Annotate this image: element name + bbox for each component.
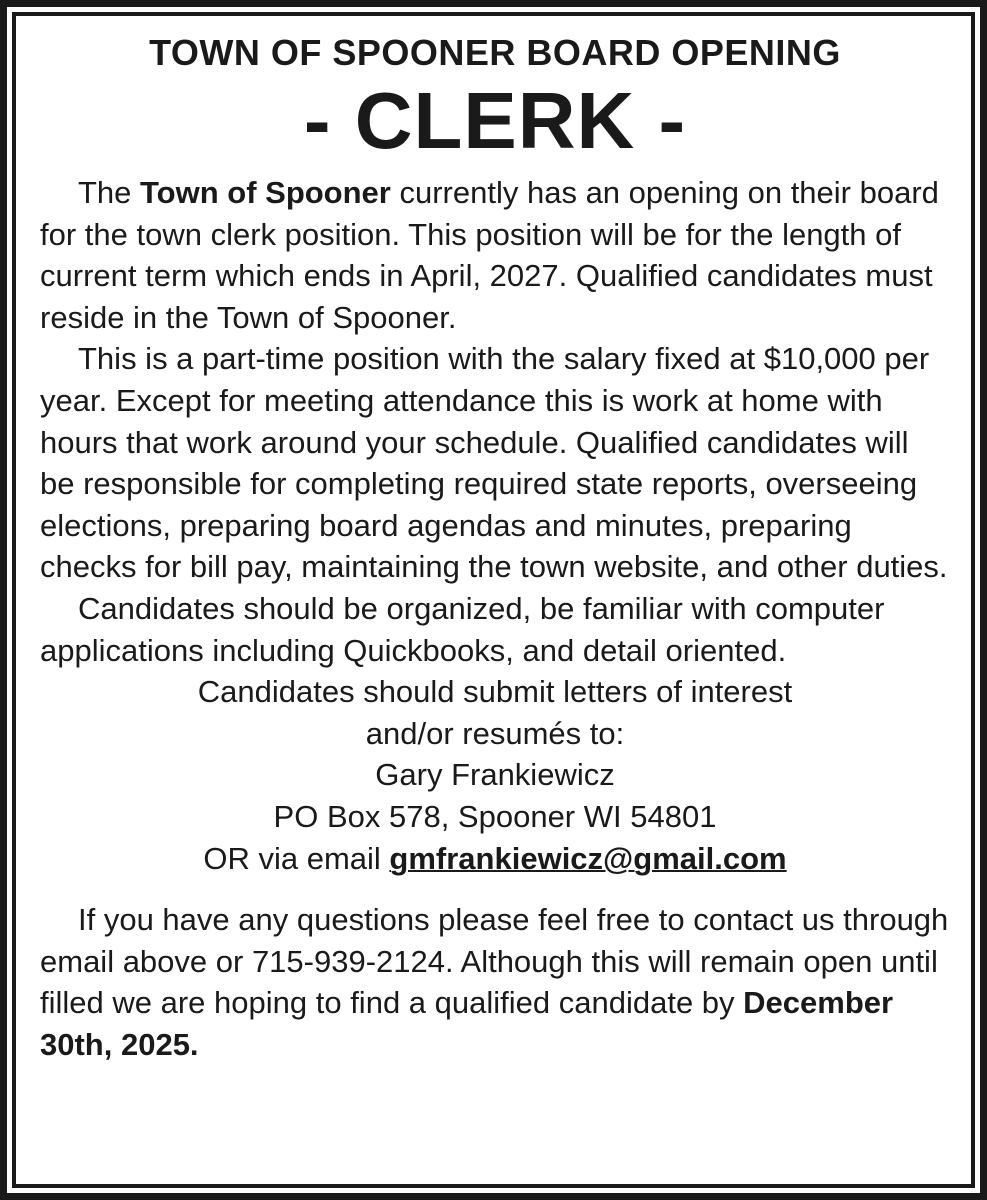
email-link[interactable]: gmfrankiewicz@gmail.com (389, 840, 787, 876)
position-title: - CLERK - (303, 76, 687, 165)
intro-paragraph (40, 172, 950, 338)
qualifications-paragraph: Candidates should be organized, be familiar with computer applications including Quickbooks, and detail oriented. (40, 590, 885, 668)
submit-line-1: Candidates should submit letters of interest (197, 674, 793, 710)
notice-content (40, 28, 950, 1065)
contact-name: Gary Frankiewicz (375, 757, 615, 793)
headline: TOWN OF SPOONER BOARD OPENING (149, 32, 841, 73)
closing-pre: If you have any questions please feel free to contact us through email above or 715-939-2124. Although this will remain open until filled we are hoping to find a qualified candidate by (40, 902, 949, 1021)
intro-post: currently has an opening on their board for the town clerk position. This position will be for the length of current term which ends in April, 2027. Qualified candidates must reside in the Town of Spooner. (40, 175, 939, 335)
town-name: Town of Spooner (140, 175, 391, 210)
email-prefix: OR via email (203, 840, 390, 876)
duties-paragraph: This is a part-time position with the salary fixed at $10,000 per year. Except for meeting attendance this is work at home with hours that work around your schedule. Qualified candidates will be responsible for completing required state reports, overseeing elections, preparing board agendas and minutes, preparing checks for bill pay, maintaining the town website, and other duties. (40, 341, 948, 585)
closing-paragraph (40, 899, 950, 1065)
deadline: December 30th, 2025. (40, 985, 894, 1062)
email-line (40, 838, 950, 880)
intro-pre: The (78, 175, 141, 210)
submit-line-2: and/or resumés to: (365, 715, 625, 751)
contact-address: PO Box 578, Spooner WI 54801 (273, 798, 717, 834)
spacer (40, 879, 950, 899)
